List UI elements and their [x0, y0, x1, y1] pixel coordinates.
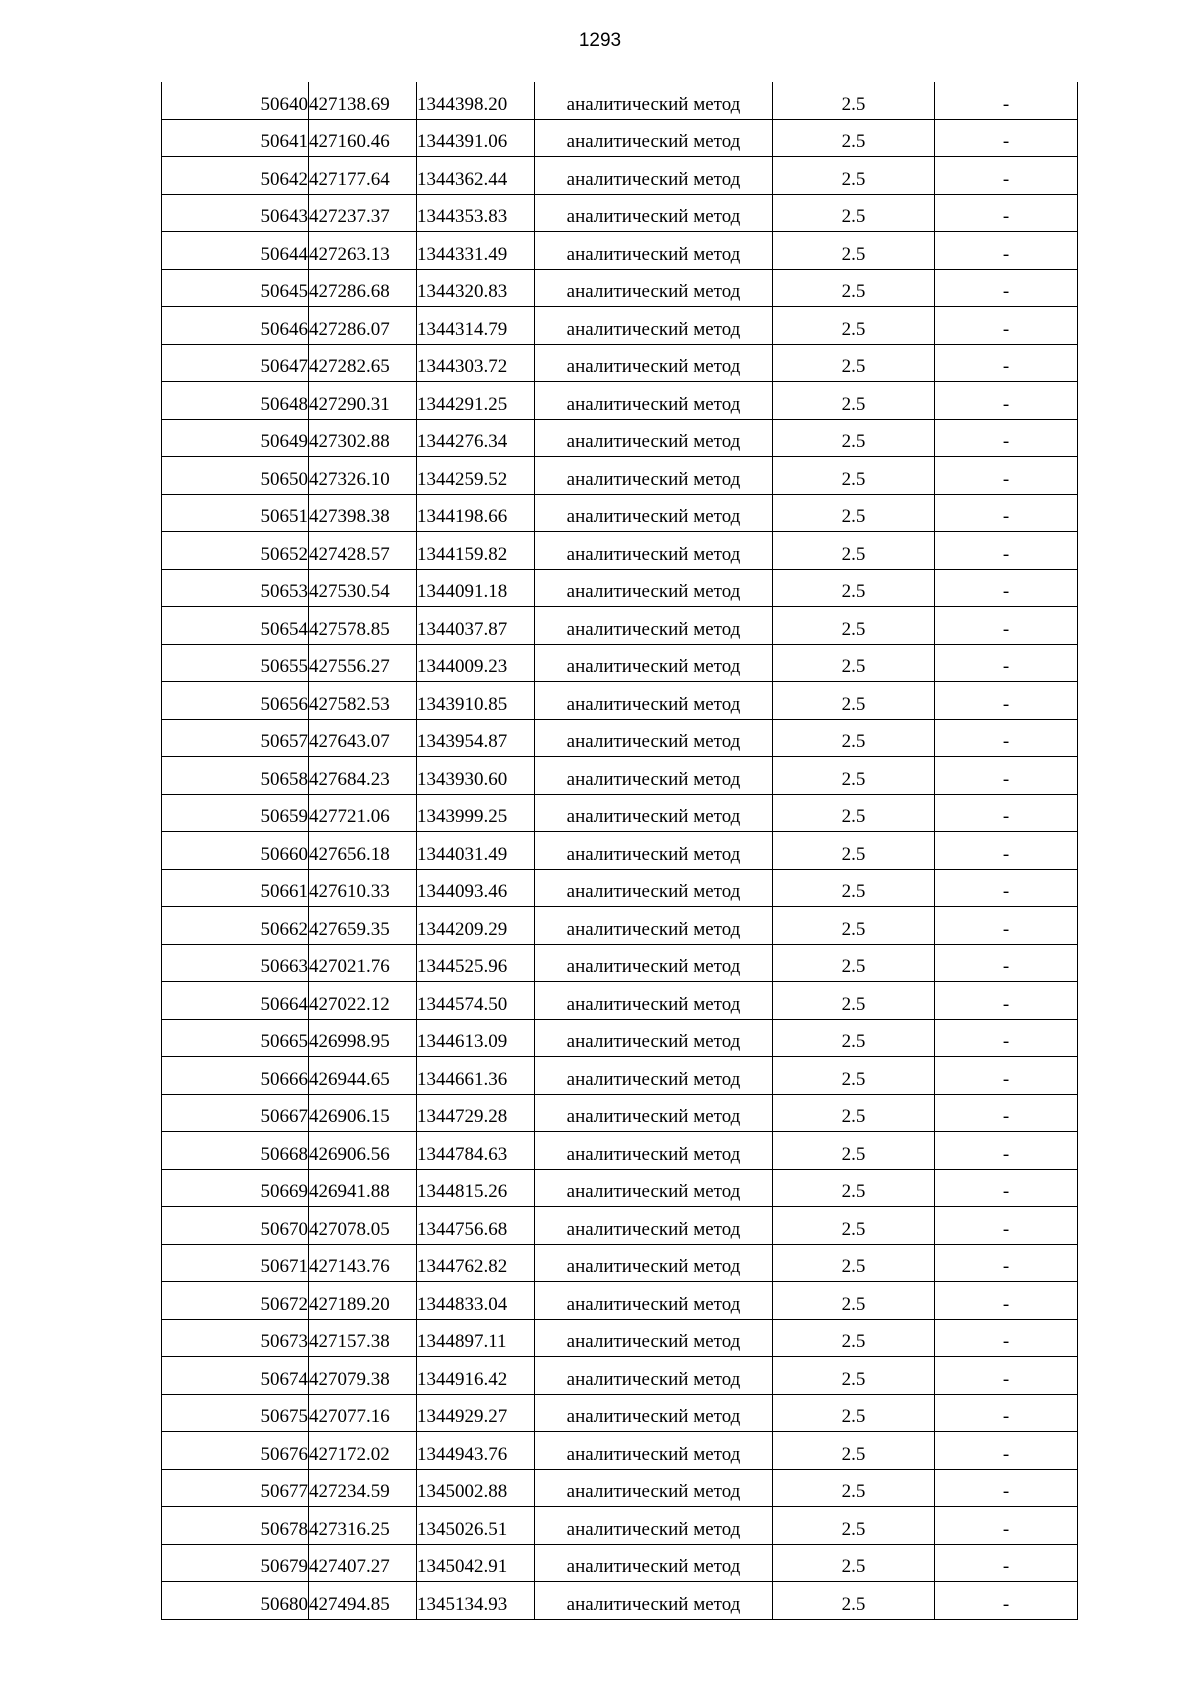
x-coordinate-cell: 427286.68 — [309, 269, 417, 307]
table-row — [162, 569, 1078, 607]
point-number-cell: 50667 — [162, 1094, 309, 1132]
x-coordinate-cell: 427556.27 — [309, 644, 417, 682]
x-coordinate-cell: 426998.95 — [309, 1019, 417, 1057]
accuracy-cell: 2.5 — [773, 944, 935, 982]
method-cell: аналитический метод — [535, 1019, 773, 1057]
x-coordinate-cell: 427428.57 — [309, 532, 417, 570]
point-number-cell: 50670 — [162, 1207, 309, 1245]
method-cell: аналитический метод — [535, 1319, 773, 1357]
point-number-cell: 50665 — [162, 1019, 309, 1057]
accuracy-cell: 2.5 — [773, 157, 935, 195]
y-coordinate-cell: 1344037.87 — [417, 607, 535, 645]
accuracy-cell: 2.5 — [773, 907, 935, 945]
table-row — [162, 1244, 1078, 1282]
note-cell: - — [935, 1207, 1078, 1245]
method-cell: аналитический метод — [535, 194, 773, 232]
x-coordinate-cell: 427237.37 — [309, 194, 417, 232]
method-cell: аналитический метод — [535, 307, 773, 345]
point-number-cell: 50650 — [162, 457, 309, 495]
y-coordinate-cell: 1344929.27 — [417, 1394, 535, 1432]
x-coordinate-cell: 427290.31 — [309, 382, 417, 420]
method-cell: аналитический метод — [535, 757, 773, 795]
note-cell: - — [935, 157, 1078, 195]
y-coordinate-cell: 1344398.20 — [417, 82, 535, 119]
y-coordinate-cell: 1344276.34 — [417, 419, 535, 457]
note-cell: - — [935, 869, 1078, 907]
note-cell: - — [935, 1094, 1078, 1132]
accuracy-cell: 2.5 — [773, 1244, 935, 1282]
method-cell: аналитический метод — [535, 682, 773, 720]
accuracy-cell: 2.5 — [773, 1094, 935, 1132]
note-cell: - — [935, 1582, 1078, 1620]
note-cell: - — [935, 419, 1078, 457]
point-number-cell: 50660 — [162, 832, 309, 870]
accuracy-cell: 2.5 — [773, 1582, 935, 1620]
x-coordinate-cell: 426906.56 — [309, 1132, 417, 1170]
y-coordinate-cell: 1343999.25 — [417, 794, 535, 832]
method-cell: аналитический метод — [535, 1432, 773, 1470]
y-coordinate-cell: 1344320.83 — [417, 269, 535, 307]
x-coordinate-cell: 427578.85 — [309, 607, 417, 645]
x-coordinate-cell: 427684.23 — [309, 757, 417, 795]
table-row — [162, 1394, 1078, 1432]
point-number-cell: 50659 — [162, 794, 309, 832]
table-row — [162, 1507, 1078, 1545]
table-row — [162, 457, 1078, 495]
note-cell: - — [935, 1544, 1078, 1582]
accuracy-cell: 2.5 — [773, 644, 935, 682]
accuracy-cell: 2.5 — [773, 457, 935, 495]
accuracy-cell: 2.5 — [773, 194, 935, 232]
point-number-cell: 50658 — [162, 757, 309, 795]
note-cell: - — [935, 232, 1078, 270]
accuracy-cell: 2.5 — [773, 757, 935, 795]
accuracy-cell: 2.5 — [773, 869, 935, 907]
note-cell: - — [935, 757, 1078, 795]
y-coordinate-cell: 1344815.26 — [417, 1169, 535, 1207]
accuracy-cell: 2.5 — [773, 1019, 935, 1057]
point-number-cell: 50656 — [162, 682, 309, 720]
method-cell: аналитический метод — [535, 344, 773, 382]
point-number-cell: 50673 — [162, 1319, 309, 1357]
coordinates-table — [161, 82, 1078, 1620]
note-cell: - — [935, 1319, 1078, 1357]
method-cell: аналитический метод — [535, 82, 773, 119]
accuracy-cell: 2.5 — [773, 569, 935, 607]
table-row — [162, 869, 1078, 907]
y-coordinate-cell: 1344525.96 — [417, 944, 535, 982]
x-coordinate-cell: 427157.38 — [309, 1319, 417, 1357]
accuracy-cell: 2.5 — [773, 1319, 935, 1357]
table-row — [162, 907, 1078, 945]
y-coordinate-cell: 1344259.52 — [417, 457, 535, 495]
point-number-cell: 50647 — [162, 344, 309, 382]
table-row — [162, 1544, 1078, 1582]
x-coordinate-cell: 427656.18 — [309, 832, 417, 870]
accuracy-cell: 2.5 — [773, 344, 935, 382]
note-cell: - — [935, 607, 1078, 645]
accuracy-cell: 2.5 — [773, 982, 935, 1020]
x-coordinate-cell: 427398.38 — [309, 494, 417, 532]
x-coordinate-cell: 427302.88 — [309, 419, 417, 457]
note-cell: - — [935, 832, 1078, 870]
x-coordinate-cell: 427189.20 — [309, 1282, 417, 1320]
y-coordinate-cell: 1344159.82 — [417, 532, 535, 570]
table-row — [162, 1469, 1078, 1507]
method-cell: аналитический метод — [535, 382, 773, 420]
y-coordinate-cell: 1344391.06 — [417, 119, 535, 157]
y-coordinate-cell: 1343954.87 — [417, 719, 535, 757]
point-number-cell: 50642 — [162, 157, 309, 195]
note-cell: - — [935, 307, 1078, 345]
point-number-cell: 50649 — [162, 419, 309, 457]
table-row — [162, 269, 1078, 307]
point-number-cell: 50666 — [162, 1057, 309, 1095]
point-number-cell: 50675 — [162, 1394, 309, 1432]
y-coordinate-cell: 1344291.25 — [417, 382, 535, 420]
x-coordinate-cell: 427407.27 — [309, 1544, 417, 1582]
y-coordinate-cell: 1344314.79 — [417, 307, 535, 345]
accuracy-cell: 2.5 — [773, 269, 935, 307]
point-number-cell: 50641 — [162, 119, 309, 157]
method-cell: аналитический метод — [535, 982, 773, 1020]
point-number-cell: 50664 — [162, 982, 309, 1020]
table-row — [162, 382, 1078, 420]
note-cell: - — [935, 457, 1078, 495]
accuracy-cell: 2.5 — [773, 1132, 935, 1170]
accuracy-cell: 2.5 — [773, 832, 935, 870]
accuracy-cell: 2.5 — [773, 1469, 935, 1507]
table-row — [162, 832, 1078, 870]
point-number-cell: 50676 — [162, 1432, 309, 1470]
note-cell: - — [935, 1169, 1078, 1207]
note-cell: - — [935, 1019, 1078, 1057]
point-number-cell: 50652 — [162, 532, 309, 570]
x-coordinate-cell: 427021.76 — [309, 944, 417, 982]
y-coordinate-cell: 1344784.63 — [417, 1132, 535, 1170]
y-coordinate-cell: 1344574.50 — [417, 982, 535, 1020]
page-number: 1293 — [578, 30, 622, 51]
table-row — [162, 1019, 1078, 1057]
accuracy-cell: 2.5 — [773, 1282, 935, 1320]
point-number-cell: 50671 — [162, 1244, 309, 1282]
accuracy-cell: 2.5 — [773, 82, 935, 119]
accuracy-cell: 2.5 — [773, 1507, 935, 1545]
y-coordinate-cell: 1344756.68 — [417, 1207, 535, 1245]
method-cell: аналитический метод — [535, 269, 773, 307]
method-cell: аналитический метод — [535, 1582, 773, 1620]
note-cell: - — [935, 907, 1078, 945]
table-row — [162, 194, 1078, 232]
y-coordinate-cell: 1344661.36 — [417, 1057, 535, 1095]
x-coordinate-cell: 427079.38 — [309, 1357, 417, 1395]
accuracy-cell: 2.5 — [773, 607, 935, 645]
note-cell: - — [935, 344, 1078, 382]
point-number-cell: 50680 — [162, 1582, 309, 1620]
table-row — [162, 344, 1078, 382]
accuracy-cell: 2.5 — [773, 1544, 935, 1582]
note-cell: - — [935, 1357, 1078, 1395]
y-coordinate-cell: 1344943.76 — [417, 1432, 535, 1470]
point-number-cell: 50674 — [162, 1357, 309, 1395]
note-cell: - — [935, 532, 1078, 570]
y-coordinate-cell: 1344762.82 — [417, 1244, 535, 1282]
x-coordinate-cell: 427316.25 — [309, 1507, 417, 1545]
x-coordinate-cell: 427530.54 — [309, 569, 417, 607]
accuracy-cell: 2.5 — [773, 1432, 935, 1470]
method-cell: аналитический метод — [535, 1282, 773, 1320]
point-number-cell: 50655 — [162, 644, 309, 682]
note-cell: - — [935, 494, 1078, 532]
x-coordinate-cell: 427138.69 — [309, 82, 417, 119]
method-cell: аналитический метод — [535, 532, 773, 570]
x-coordinate-cell: 427234.59 — [309, 1469, 417, 1507]
x-coordinate-cell: 427286.07 — [309, 307, 417, 345]
table-row — [162, 719, 1078, 757]
note-cell: - — [935, 982, 1078, 1020]
y-coordinate-cell: 1344031.49 — [417, 832, 535, 870]
accuracy-cell: 2.5 — [773, 1169, 935, 1207]
accuracy-cell: 2.5 — [773, 1057, 935, 1095]
point-number-cell: 50678 — [162, 1507, 309, 1545]
y-coordinate-cell: 1345026.51 — [417, 1507, 535, 1545]
x-coordinate-cell: 427610.33 — [309, 869, 417, 907]
method-cell: аналитический метод — [535, 1169, 773, 1207]
point-number-cell: 50643 — [162, 194, 309, 232]
x-coordinate-cell: 427282.65 — [309, 344, 417, 382]
accuracy-cell: 2.5 — [773, 719, 935, 757]
method-cell: аналитический метод — [535, 1507, 773, 1545]
y-coordinate-cell: 1345134.93 — [417, 1582, 535, 1620]
method-cell: аналитический метод — [535, 1469, 773, 1507]
method-cell: аналитический метод — [535, 1207, 773, 1245]
method-cell: аналитический метод — [535, 1394, 773, 1432]
y-coordinate-cell: 1344198.66 — [417, 494, 535, 532]
table-row — [162, 1094, 1078, 1132]
table-row — [162, 157, 1078, 195]
accuracy-cell: 2.5 — [773, 419, 935, 457]
point-number-cell: 50644 — [162, 232, 309, 270]
method-cell: аналитический метод — [535, 1132, 773, 1170]
x-coordinate-cell: 427077.16 — [309, 1394, 417, 1432]
y-coordinate-cell: 1343910.85 — [417, 682, 535, 720]
y-coordinate-cell: 1344613.09 — [417, 1019, 535, 1057]
method-cell: аналитический метод — [535, 719, 773, 757]
method-cell: аналитический метод — [535, 494, 773, 532]
y-coordinate-cell: 1344897.11 — [417, 1319, 535, 1357]
point-number-cell: 50653 — [162, 569, 309, 607]
accuracy-cell: 2.5 — [773, 1357, 935, 1395]
accuracy-cell: 2.5 — [773, 1207, 935, 1245]
table-row — [162, 532, 1078, 570]
note-cell: - — [935, 944, 1078, 982]
method-cell: аналитический метод — [535, 419, 773, 457]
point-number-cell: 50648 — [162, 382, 309, 420]
table-row — [162, 644, 1078, 682]
table-row — [162, 1432, 1078, 1470]
method-cell: аналитический метод — [535, 1057, 773, 1095]
x-coordinate-cell: 427494.85 — [309, 1582, 417, 1620]
note-cell: - — [935, 382, 1078, 420]
note-cell: - — [935, 82, 1078, 119]
note-cell: - — [935, 194, 1078, 232]
x-coordinate-cell: 427143.76 — [309, 1244, 417, 1282]
accuracy-cell: 2.5 — [773, 532, 935, 570]
x-coordinate-cell: 426941.88 — [309, 1169, 417, 1207]
method-cell: аналитический метод — [535, 457, 773, 495]
note-cell: - — [935, 1507, 1078, 1545]
point-number-cell: 50657 — [162, 719, 309, 757]
y-coordinate-cell: 1344093.46 — [417, 869, 535, 907]
note-cell: - — [935, 1394, 1078, 1432]
x-coordinate-cell: 427177.64 — [309, 157, 417, 195]
method-cell: аналитический метод — [535, 1357, 773, 1395]
y-coordinate-cell: 1343930.60 — [417, 757, 535, 795]
accuracy-cell: 2.5 — [773, 119, 935, 157]
x-coordinate-cell: 426906.15 — [309, 1094, 417, 1132]
note-cell: - — [935, 119, 1078, 157]
method-cell: аналитический метод — [535, 157, 773, 195]
point-number-cell: 50640 — [162, 82, 309, 119]
note-cell: - — [935, 719, 1078, 757]
method-cell: аналитический метод — [535, 1544, 773, 1582]
table-body — [162, 82, 1078, 1619]
point-number-cell: 50651 — [162, 494, 309, 532]
y-coordinate-cell: 1345002.88 — [417, 1469, 535, 1507]
table-row — [162, 982, 1078, 1020]
note-cell: - — [935, 794, 1078, 832]
method-cell: аналитический метод — [535, 607, 773, 645]
table-row — [162, 944, 1078, 982]
method-cell: аналитический метод — [535, 869, 773, 907]
x-coordinate-cell: 427078.05 — [309, 1207, 417, 1245]
accuracy-cell: 2.5 — [773, 382, 935, 420]
table-row — [162, 1057, 1078, 1095]
note-cell: - — [935, 269, 1078, 307]
table-row — [162, 1582, 1078, 1620]
y-coordinate-cell: 1344009.23 — [417, 644, 535, 682]
method-cell: аналитический метод — [535, 119, 773, 157]
y-coordinate-cell: 1344353.83 — [417, 194, 535, 232]
note-cell: - — [935, 1057, 1078, 1095]
x-coordinate-cell: 427160.46 — [309, 119, 417, 157]
x-coordinate-cell: 427721.06 — [309, 794, 417, 832]
method-cell: аналитический метод — [535, 644, 773, 682]
accuracy-cell: 2.5 — [773, 1394, 935, 1432]
y-coordinate-cell: 1344833.04 — [417, 1282, 535, 1320]
table-row — [162, 1132, 1078, 1170]
note-cell: - — [935, 1469, 1078, 1507]
x-coordinate-cell: 427582.53 — [309, 682, 417, 720]
table-row — [162, 494, 1078, 532]
note-cell: - — [935, 682, 1078, 720]
y-coordinate-cell: 1344916.42 — [417, 1357, 535, 1395]
method-cell: аналитический метод — [535, 1244, 773, 1282]
note-cell: - — [935, 569, 1078, 607]
table-row — [162, 1169, 1078, 1207]
x-coordinate-cell: 427326.10 — [309, 457, 417, 495]
x-coordinate-cell: 427022.12 — [309, 982, 417, 1020]
table-row — [162, 119, 1078, 157]
y-coordinate-cell: 1345042.91 — [417, 1544, 535, 1582]
accuracy-cell: 2.5 — [773, 232, 935, 270]
point-number-cell: 50669 — [162, 1169, 309, 1207]
table-row — [162, 1357, 1078, 1395]
method-cell: аналитический метод — [535, 1094, 773, 1132]
method-cell: аналитический метод — [535, 907, 773, 945]
x-coordinate-cell: 427263.13 — [309, 232, 417, 270]
y-coordinate-cell: 1344331.49 — [417, 232, 535, 270]
method-cell: аналитический метод — [535, 794, 773, 832]
x-coordinate-cell: 427172.02 — [309, 1432, 417, 1470]
accuracy-cell: 2.5 — [773, 794, 935, 832]
table-row — [162, 757, 1078, 795]
method-cell: аналитический метод — [535, 569, 773, 607]
accuracy-cell: 2.5 — [773, 494, 935, 532]
note-cell: - — [935, 1282, 1078, 1320]
note-cell: - — [935, 1432, 1078, 1470]
table-row — [162, 682, 1078, 720]
table-row — [162, 82, 1078, 119]
point-number-cell: 50679 — [162, 1544, 309, 1582]
point-number-cell: 50668 — [162, 1132, 309, 1170]
point-number-cell: 50663 — [162, 944, 309, 982]
table-row — [162, 1207, 1078, 1245]
y-coordinate-cell: 1344303.72 — [417, 344, 535, 382]
point-number-cell: 50646 — [162, 307, 309, 345]
y-coordinate-cell: 1344362.44 — [417, 157, 535, 195]
method-cell: аналитический метод — [535, 832, 773, 870]
table-row — [162, 1319, 1078, 1357]
point-number-cell: 50654 — [162, 607, 309, 645]
point-number-cell: 50645 — [162, 269, 309, 307]
y-coordinate-cell: 1344729.28 — [417, 1094, 535, 1132]
accuracy-cell: 2.5 — [773, 307, 935, 345]
x-coordinate-cell: 427643.07 — [309, 719, 417, 757]
y-coordinate-cell: 1344091.18 — [417, 569, 535, 607]
note-cell: - — [935, 1132, 1078, 1170]
point-number-cell: 50672 — [162, 1282, 309, 1320]
y-coordinate-cell: 1344209.29 — [417, 907, 535, 945]
table-row — [162, 307, 1078, 345]
table-row — [162, 794, 1078, 832]
accuracy-cell: 2.5 — [773, 682, 935, 720]
x-coordinate-cell: 427659.35 — [309, 907, 417, 945]
table-row — [162, 419, 1078, 457]
note-cell: - — [935, 644, 1078, 682]
point-number-cell: 50662 — [162, 907, 309, 945]
note-cell: - — [935, 1244, 1078, 1282]
table-row — [162, 1282, 1078, 1320]
table-row — [162, 607, 1078, 645]
method-cell: аналитический метод — [535, 944, 773, 982]
method-cell: аналитический метод — [535, 232, 773, 270]
point-number-cell: 50677 — [162, 1469, 309, 1507]
x-coordinate-cell: 426944.65 — [309, 1057, 417, 1095]
table-row — [162, 232, 1078, 270]
point-number-cell: 50661 — [162, 869, 309, 907]
